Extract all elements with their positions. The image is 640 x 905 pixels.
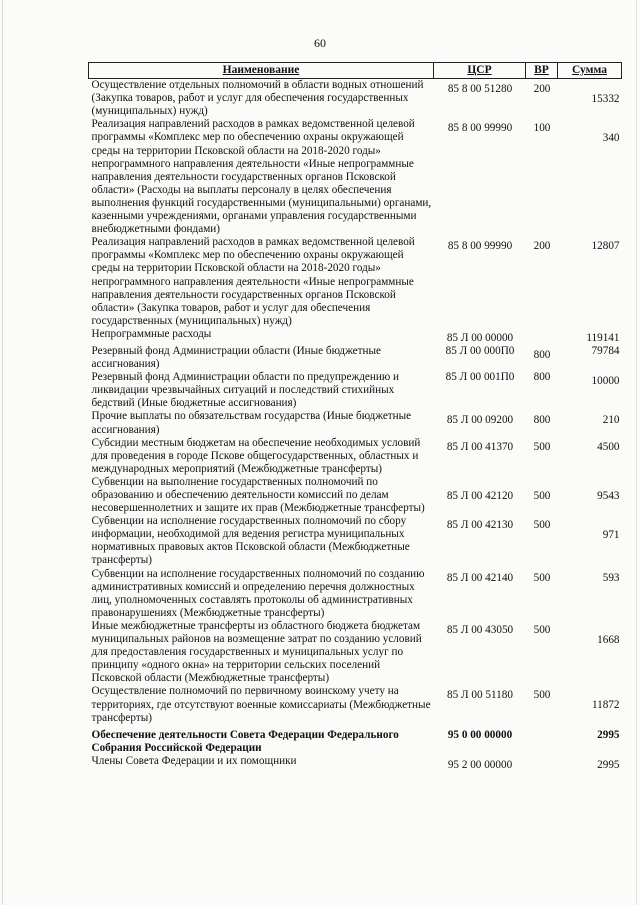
row-csr: 85 Л 00 42120 <box>446 489 514 502</box>
row-vr: 500 <box>533 623 551 636</box>
row-csr: 85 Л 00 42130 <box>446 519 514 532</box>
table-row <box>89 371 622 410</box>
row-name: Члены Совета Федерации и их помощники <box>91 754 297 767</box>
table-row <box>89 118 622 236</box>
row-sum: 10000 <box>591 375 620 388</box>
row-csr: 85 Л 00 00000 <box>446 331 514 344</box>
row-csr: 85 Л 00 41370 <box>446 440 514 453</box>
row-csr: 85 Л 00 43050 <box>446 623 514 636</box>
header-sum: Сумма <box>558 63 622 79</box>
row-name: Резервный фонд Администрации области (Иные бюджетные ассигнования) <box>91 344 382 371</box>
row-name: Резервный фонд Администрации области по предупреждению и ликвидации чрезвычайных ситуаций и последствий стихийных бедствий (Иные бюджетные ассигнования) <box>91 371 399 410</box>
row-sum: 4500 <box>597 440 620 453</box>
row-sum: 1668 <box>597 633 620 646</box>
row-sum: 2995 <box>597 728 620 741</box>
header-vr: ВР <box>526 63 558 79</box>
table-row <box>89 568 622 620</box>
row-sum: 2995 <box>597 758 620 771</box>
row-vr <box>526 725 558 755</box>
row-csr: 95 2 00 00000 <box>447 758 513 771</box>
row-sum: 9543 <box>597 489 620 502</box>
row-vr: 100 <box>533 122 551 135</box>
table-row <box>89 620 622 685</box>
row-sum: 79784 <box>591 344 620 357</box>
row-name: Прочие выплаты по обязательствам государства (Иные бюджетные ассигнования) <box>91 410 412 436</box>
row-name: Субвенции на выполнение государственных полномочий по образованию и обеспечению деятельности комиссий по делам несовершеннолетних и защите их прав (Межбюджетные трансферты) <box>91 475 425 515</box>
table-row <box>89 755 622 772</box>
row-csr: 85 Л 00 000П0 <box>445 344 515 357</box>
table-row <box>89 685 622 724</box>
header-csr: ЦСР <box>434 63 526 79</box>
row-vr: 200 <box>533 83 551 96</box>
row-vr <box>526 328 558 345</box>
row-csr: 85 Л 00 51180 <box>447 689 513 702</box>
scan-edge-left <box>2 0 3 905</box>
table-header-row <box>89 63 622 79</box>
row-name: Реализация направлений расходов в рамках ведомственной целевой программы «Комплекс мер по обеспечению охраны окружающей среды на территории Псковской области на 2018-2020 годы» непрограммного направления деятельности «Иные непрограммные направления деятельности государственных органов Псковской области» (Закупка товаров, работ и услуг для обеспечения государственных (муниципальных) нужд) <box>91 236 415 327</box>
row-name: Субвенции на исполнение государственных полномочий по созданию административных комиссий и определению перечня должностных лиц, уполномоченных составлять протоколы об административных правонарушениях (Межбюджетные трансферты) <box>91 567 425 619</box>
row-sum: 15332 <box>591 93 620 106</box>
row-vr: 500 <box>533 519 551 532</box>
row-sum: 593 <box>602 571 620 584</box>
table-row <box>89 515 622 567</box>
table-row <box>89 345 622 371</box>
row-csr: 85 8 00 51280 <box>447 83 513 96</box>
row-csr: 85 8 00 99990 <box>447 240 513 253</box>
row-name: Обеспечение деятельности Совета Федерации Федерального Собрания Российской Федерации <box>91 728 399 754</box>
row-vr: 500 <box>533 489 551 502</box>
budget-table <box>88 62 622 772</box>
row-sum: 119141 <box>586 331 620 344</box>
row-name: Непрограммные расходы <box>91 327 212 340</box>
row-sum: 210 <box>602 414 620 427</box>
row-name: Субсидии местным бюджетам на обеспечение необходимых условий для проведения в городе Пскове общегосударственных, областных и международных мероприятий (Межбюджетные трансферты) <box>91 436 421 475</box>
row-vr: 800 <box>533 414 551 427</box>
row-name: Реализация направлений расходов в рамках ведомственной целевой программы «Комплекс мер по обеспечению охраны окружающей среды на территории Псковской области на 2018-2020 годы» непрограммного направления деятельности «Иные непрограммные направления деятельности государственных органов Псковской области» (Расходы на выплаты персоналу в целях обеспечения выполнения функций государственными (муниципальными) органами, казенными учреждениями, органами управления государственными внебюджетными фондами) <box>91 118 432 236</box>
row-vr: 800 <box>533 348 551 361</box>
row-sum: 12807 <box>591 240 620 253</box>
table-row <box>89 79 622 119</box>
page-number: 60 <box>314 36 326 50</box>
table-row <box>89 476 622 515</box>
table-row <box>89 236 622 328</box>
row-sum: 11872 <box>591 699 620 712</box>
row-vr: 800 <box>533 371 551 384</box>
row-vr: 500 <box>533 440 551 453</box>
row-name: Субвенции на исполнение государственных полномочий по сбору информации, необходимой для ведения регистра муниципальных нормативных правовых актов Псковской области (Межбюджетные трансферты) <box>91 515 410 567</box>
row-csr: 85 Л 00 09200 <box>446 414 514 427</box>
row-vr <box>526 755 558 772</box>
table-row <box>89 725 622 755</box>
header-name: Наименование <box>89 63 434 79</box>
row-sum: 340 <box>602 132 620 145</box>
row-csr: 85 Л 00 42140 <box>446 571 514 584</box>
scan-edge-right <box>636 0 637 905</box>
row-vr: 500 <box>533 571 551 584</box>
row-name: Иные межбюджетные трансферты из областного бюджета бюджетам муниципальных районов на возмещение затрат по созданию условий для предоставления государственных и муниципальных услуг по принципу «одного окна» на территории сельских поселений Псковской области (Межбюджетные трансферты) <box>91 619 422 685</box>
row-vr: 200 <box>533 240 551 253</box>
row-vr: 500 <box>533 689 551 702</box>
table-row <box>89 437 622 476</box>
row-csr: 85 Л 00 001П0 <box>445 371 515 384</box>
row-csr: 95 0 00 00000 <box>447 728 513 741</box>
row-csr: 85 8 00 99990 <box>447 122 513 135</box>
row-name: Осуществление полномочий по первичному воинскому учету на территориях, где отсутствуют военные комиссариаты (Межбюджетные трансферты) <box>91 685 431 724</box>
table-row <box>89 410 622 436</box>
row-sum: 971 <box>602 529 620 542</box>
row-name: Осуществление отдельных полномочий в области водных отношений (Закупка товаров, работ и услуг для обеспечения государственных (муниципальных) нужд) <box>91 79 424 118</box>
table-row <box>89 328 622 345</box>
